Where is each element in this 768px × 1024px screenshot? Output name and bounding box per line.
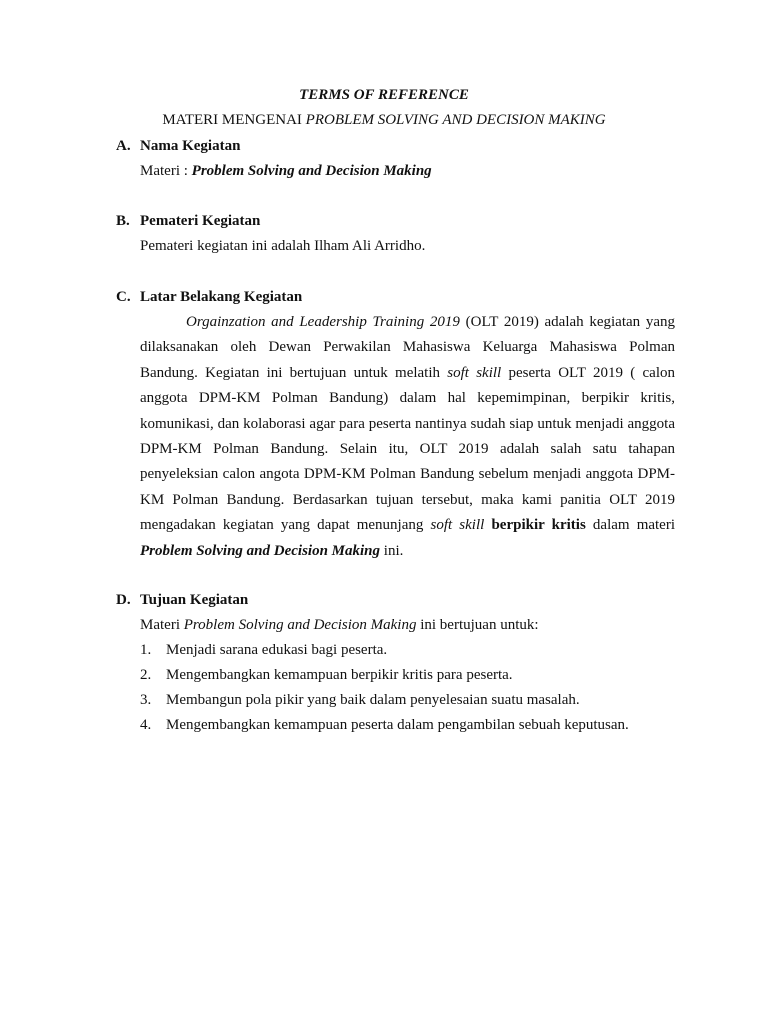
section-d-title: Tujuan Kegiatan xyxy=(140,592,249,608)
section-c-letter: C. xyxy=(116,289,131,305)
list-number: 3. xyxy=(140,692,152,708)
section-c-paragraph xyxy=(140,310,675,564)
para-text-4: ini. xyxy=(380,542,404,559)
section-d-letter: D. xyxy=(116,592,131,608)
list-item xyxy=(140,717,629,734)
section-a-line-emph: Problem Solving and Decision Making xyxy=(191,163,432,179)
section-c-heading xyxy=(116,289,302,306)
subtitle-prefix: MATERI MENGENAI xyxy=(162,112,306,128)
list-item xyxy=(140,692,580,709)
list-text: Menjadi sarana edukasi bagi peserta. xyxy=(166,642,388,658)
section-b-letter: B. xyxy=(116,213,130,229)
list-number: 1. xyxy=(140,642,152,658)
para-text-1: (OLT 2019) adalah kegiatan yang dilaksanakan oleh Dewan Perwakilan Mahasiswa Keluarga Mahasiswa Polman Bandung. Kegiatan ini bertujuan untuk melatih xyxy=(140,314,676,381)
section-c-title: Latar Belakang Kegiatan xyxy=(140,289,303,305)
section-a-line xyxy=(140,163,432,180)
berpikir-kritis-term: berpikir kritis xyxy=(491,517,586,534)
section-d-intro xyxy=(140,617,539,634)
section-b-line: Pemateri kegiatan ini adalah Ilham Ali Arridho. xyxy=(140,238,426,254)
soft-skill-term-1: soft skill xyxy=(447,364,502,381)
olt-name: Orgainzation and Leadership Training 2019 xyxy=(186,314,460,330)
document-subtitle xyxy=(0,112,768,129)
document-title: TERMS OF REFERENCE xyxy=(299,87,469,103)
list-item xyxy=(140,642,387,659)
intro-suffix: ini bertujuan untuk: xyxy=(416,617,539,633)
section-b-title: Pemateri Kegiatan xyxy=(140,213,261,229)
para-text-2: peserta OLT 2019 ( calon anggota DPM-KM Polman Bandung) dalam hal kepemimpinan, berpikir kritis, komunikasi, dan kolaborasi agar para peserta nantinya sudah siap untuk menjadi anggota DPM-KM Polman Bandung. Selain itu, OLT 2019 adalah salah satu tahapan penyeleksian calon angota DPM-KM Polman Bandung sebelum menjadi anggota DPM-KM Polman Bandung. Berdasarkan tujuan tersebut, maka kami panitia OLT 2019 mengadakan kegiatan yang dapat menunjang xyxy=(140,364,676,534)
section-a-title: Nama Kegiatan xyxy=(140,138,241,154)
list-item xyxy=(140,667,513,684)
list-text: Mengembangkan kemampuan peserta dalam pengambilan sebuah keputusan. xyxy=(166,717,629,733)
intro-prefix: Materi xyxy=(140,617,184,633)
section-a-letter: A. xyxy=(116,138,131,154)
subtitle-emph: PROBLEM SOLVING AND DECISION MAKING xyxy=(305,112,606,128)
section-a-heading xyxy=(116,138,240,155)
intro-emph: Problem Solving and Decision Making xyxy=(183,617,417,633)
section-a-line-prefix: Materi : xyxy=(140,163,192,179)
list-text: Membangun pola pikir yang baik dalam penyelesaian suatu masalah. xyxy=(166,692,580,708)
soft-skill-term-2: soft skill xyxy=(430,517,485,534)
para-text-3: dalam materi xyxy=(585,517,676,534)
list-number: 4. xyxy=(140,717,152,733)
list-number: 2. xyxy=(140,667,152,683)
section-b-heading xyxy=(116,213,260,230)
section-d-heading xyxy=(116,592,248,609)
materi-title-term: Problem Solving and Decision Making xyxy=(140,542,381,559)
list-text: Mengembangkan kemampuan berpikir kritis para peserta. xyxy=(166,667,513,683)
